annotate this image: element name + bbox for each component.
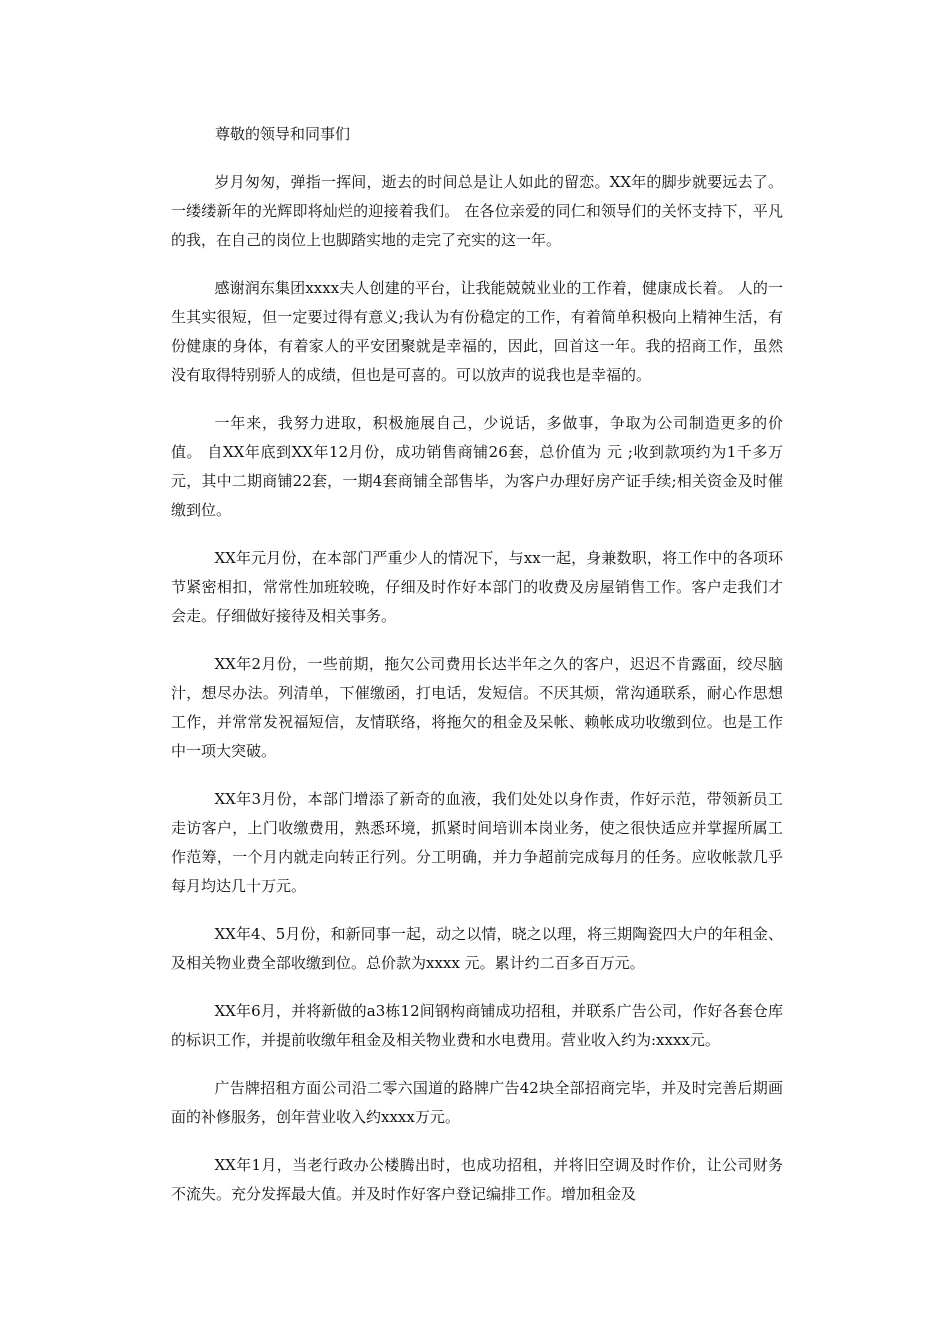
salutation: 尊敬的领导和同事们 bbox=[215, 125, 351, 143]
paragraph-4: XX年元月份，在本部门严重少人的情况下，与xx一起，身兼数职，将工作中的各项环节紧密相扣，常常性加班较晚，仔细及时作好本部门的收费及房屋销售工作。客户走我们才会走。仔细做好接待及相关事务。 bbox=[171, 549, 783, 625]
paragraph-6: XX年3月份，本部门增添了新奇的血液，我们处处以身作责，作好示范，带领新员工走访客户，上门收缴费用，熟悉环境，抓紧时间培训本岗业务，使之很快适应并掌握所属工作范筹，一个月内就走向转正行列。分工明确，并力争超前完成每月的任务。应收帐款几乎每月均达几十万元。 bbox=[171, 790, 783, 895]
document-body bbox=[171, 120, 783, 1228]
paragraph-8: XX年6月，并将新做的a3栋12间钢构商铺成功招租，并联系广告公司，作好各套仓库的标识工作，并提前收缴年租金及相关物业费和水电费用。营业收入约为:xxxx元。 bbox=[171, 1002, 783, 1049]
paragraph-5: XX年2月份，一些前期，拖欠公司费用长达半年之久的客户，迟迟不肯露面，绞尽脑汁，想尽办法。列清单，下催缴函，打电话，发短信。不厌其烦，常沟通联系，耐心作思想工作，并常常发祝福短信，友情联络，将拖欠的租金及呆帐、赖帐成功收缴到位。也是工作中一项大突破。 bbox=[171, 655, 783, 760]
paragraph-2: 感谢润东集团xxxx夫人创建的平台，让我能兢兢业业的工作着，健康成长着。 人的一生其实很短，但一定要过得有意义;我认为有份稳定的工作，有着简单积极向上精神生活，有份健康的身体，有着家人的平安团聚就是幸福的，因此，回首这一年。我的招商工作，虽然没有取得特别骄人的成绩，但也是可喜的。可以放声的说我也是幸福的。 bbox=[171, 279, 783, 384]
paragraph-9: 广告牌招租方面公司沿二零六国道的路牌广告42块全部招商完毕，并及时完善后期画面的补修服务，创年营业收入约xxxx万元。 bbox=[171, 1079, 783, 1126]
paragraph-3: 一年来，我努力进取，积极施展自己，少说话，多做事，争取为公司制造更多的价值。 自XX年底到XX年12月份，成功销售商铺26套，总价值为 元 ;收到款项约为1千多万元，其中二期商铺22套，一期4套商铺全部售毕，为客户办理好房产证手续;相关资金及时催缴到位。 bbox=[171, 414, 783, 519]
paragraph-10: XX年1月，当老行政办公楼腾出时，也成功招租，并将旧空调及时作价，让公司财务不流失。充分发挥最大值。并及时作好客户登记编排工作。增加租金及 bbox=[171, 1156, 783, 1203]
paragraph-7: XX年4、5月份，和新同事一起，动之以情，晓之以理，将三期陶瓷四大户的年租金、及相关物业费全部收缴到位。总价款为xxxx 元。累计约二百多百万元。 bbox=[171, 925, 783, 972]
paragraph-1: 岁月匆匆，弹指一挥间，逝去的时间总是让人如此的留恋。XX年的脚步就要远去了。一缕缕新年的光辉即将灿烂的迎接着我们。 在各位亲爱的同仁和领导们的关怀支持下，平凡的我，在自己的岗位上也脚踏实地的走完了充实的这一年。 bbox=[171, 173, 783, 249]
